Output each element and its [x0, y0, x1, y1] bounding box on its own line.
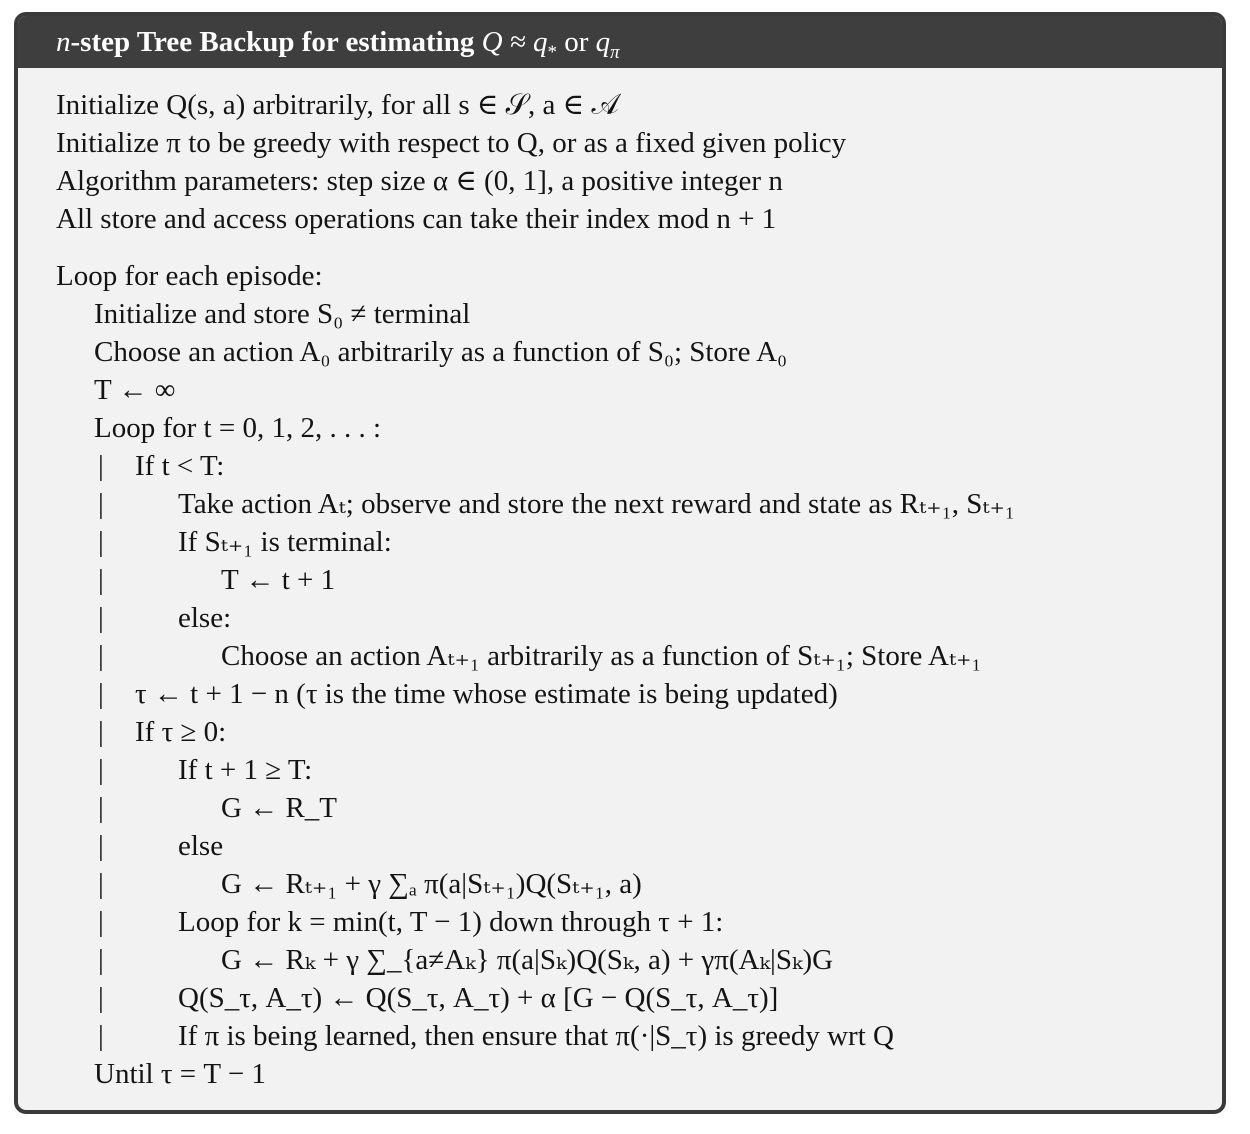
line-else-2: else — [178, 830, 224, 862]
line-if-t-lt-T: If t < T: — [135, 450, 225, 482]
title-approx: Q ≈ q — [481, 26, 548, 58]
line-else-1: else: — [178, 602, 232, 634]
title-or: or — [556, 26, 596, 58]
line-if-terminal: If Sₜ₊₁ is terminal: — [178, 526, 392, 558]
line-G-backup: G ← Rₖ + γ ∑_{a≠Aₖ} π(a|Sₖ)Q(Sₖ, a) + γπ(Aₖ|Sₖ)G — [221, 944, 834, 976]
line-loop-k: Loop for k = min(t, T − 1) down through τ + 1: — [178, 906, 724, 938]
loop-bar: | — [98, 678, 104, 710]
line-store-mod: All store and access operations can take their index mod n + 1 — [56, 203, 777, 235]
title-star: * — [547, 41, 557, 63]
line-t-infinity: T ← ∞ — [94, 374, 176, 406]
line-choose-next: Choose an action Aₜ₊₁ arbitrarily as a function of Sₜ₊₁; Store Aₜ₊₁ — [221, 640, 982, 672]
algorithm-title — [18, 16, 1222, 68]
loop-bar: | — [98, 640, 104, 672]
loop-bar: | — [98, 792, 104, 824]
loop-bar: | — [98, 564, 104, 596]
loop-bar: | — [98, 602, 104, 634]
loop-bar: | — [98, 488, 104, 520]
line-init-s0: Initialize and store S₀ ≠ terminal — [94, 298, 471, 330]
line-choose-a0: Choose an action A₀ arbitrarily as a function of S₀; Store A₀ — [94, 336, 788, 368]
loop-bar: | — [98, 944, 104, 976]
title-pi-sub: π — [610, 41, 620, 63]
line-if-t1-ge-T: If t + 1 ≥ T: — [178, 754, 313, 786]
line-Q-update: Q(S_τ, A_τ) ← Q(S_τ, A_τ) + α [G − Q(S_τ, A_τ)] — [178, 982, 779, 1014]
line-G-expected: G ← Rₜ₊₁ + γ ∑ₐ π(a|Sₜ₊₁)Q(Sₜ₊₁, a) — [221, 868, 642, 900]
title-n: n — [56, 26, 71, 58]
loop-bar: | — [98, 868, 104, 900]
line-take-action: Take action Aₜ; observe and store the next reward and state as Rₜ₊₁, Sₜ₊₁ — [178, 488, 1015, 520]
line-init-pi: Initialize π to be greedy with respect to Q, or as a fixed given policy — [56, 127, 847, 159]
line-greedy: If π is being learned, then ensure that π(·|S_τ) is greedy wrt Q — [178, 1020, 894, 1052]
loop-bar: | — [98, 754, 104, 786]
loop-bar: | — [98, 982, 104, 1014]
line-if-tau: If τ ≥ 0: — [135, 716, 227, 748]
line-params: Algorithm parameters: step size α ∈ (0, 1], a positive integer n — [56, 165, 783, 197]
line-until: Until τ = T − 1 — [94, 1058, 266, 1090]
line-init-q: Initialize Q(s, a) arbitrarily, for all s ∈ 𝒮, a ∈ 𝒜 — [56, 89, 619, 121]
loop-bar: | — [98, 716, 104, 748]
loop-bar: | — [98, 526, 104, 558]
line-G-RT: G ← R_T — [221, 792, 337, 824]
line-loop-episode: Loop for each episode: — [56, 260, 323, 292]
loop-bar: | — [98, 1020, 104, 1052]
line-tau-assign: τ ← t + 1 − n (τ is the time whose estimate is being updated) — [135, 678, 838, 710]
line-loop-t: Loop for t = 0, 1, 2, . . . : — [94, 412, 381, 444]
title-name: -step Tree Backup for estimating — [70, 26, 482, 58]
title-qpi: q — [595, 26, 611, 58]
loop-bar: | — [98, 830, 104, 862]
line-T-assign: T ← t + 1 — [221, 564, 336, 596]
algorithm-box — [14, 12, 1226, 1114]
loop-bar: | — [98, 450, 104, 482]
loop-bar: | — [98, 906, 104, 938]
